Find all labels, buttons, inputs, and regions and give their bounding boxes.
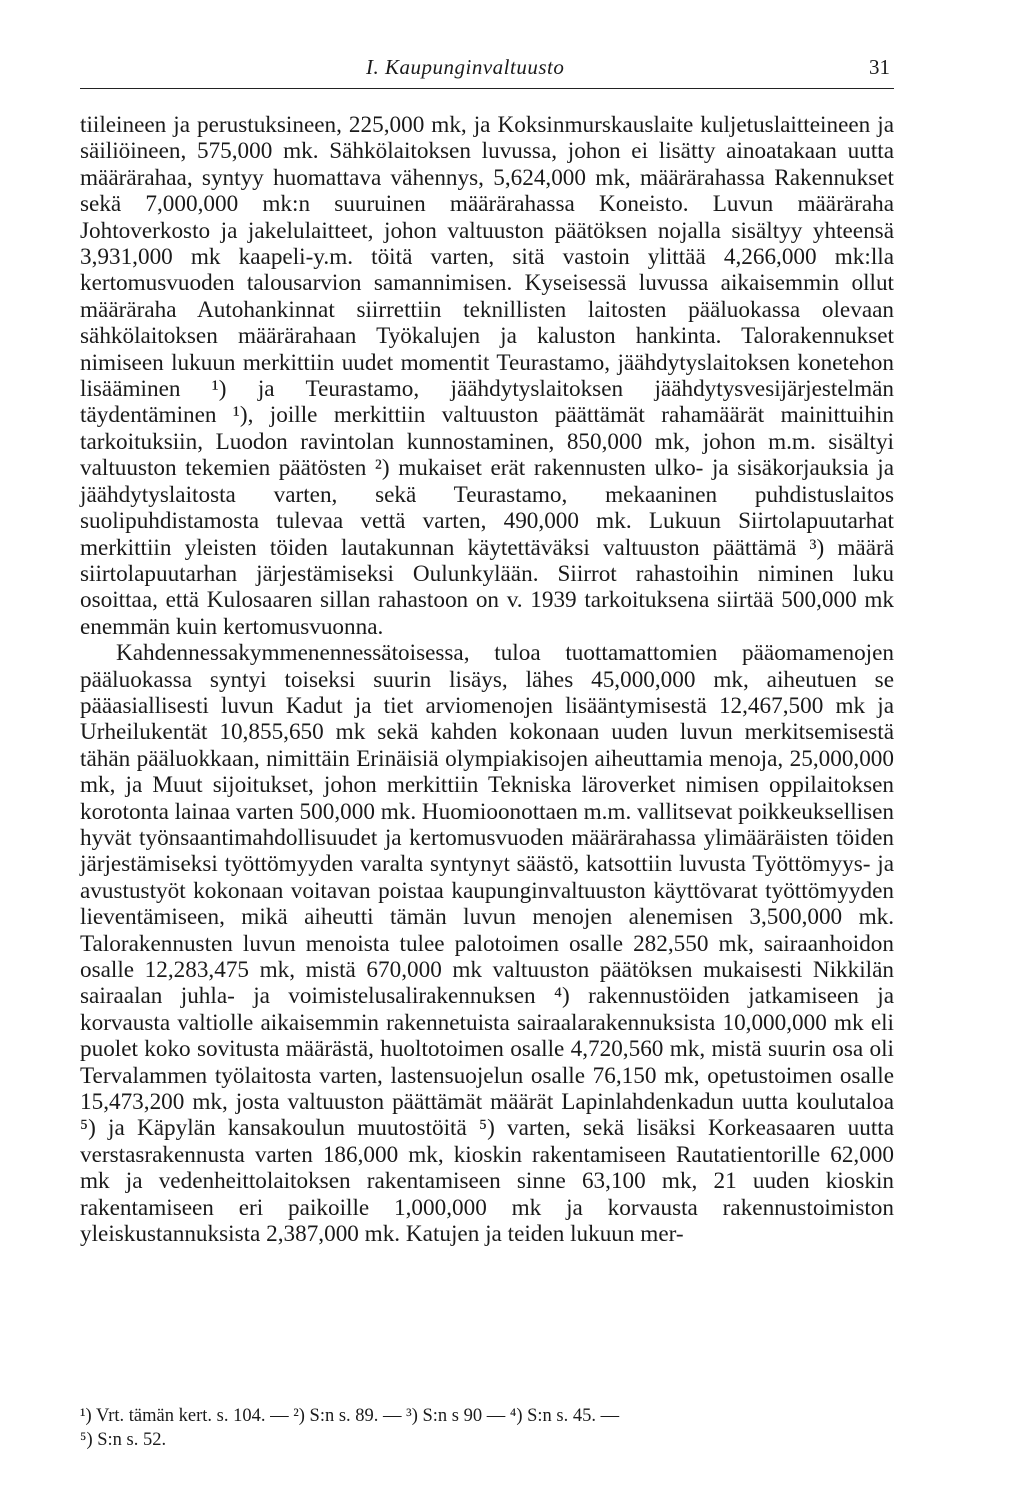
paragraph: Kahdennessakymmenennessätoisessa, tuloa tuottamattomien pääomamenojen pääluokassa syntyi toiseksi suurin lisäys, lähes 45,000,000 mk, aiheutuen se pääasiallisesti luvun Kadut ja tiet arviomenojen lisääntymisestä 12,467,500 mk ja Urheilukentät 10,855,650 mk sekä kahden kokonaan uuden luvun merkitsemisestä tähän pääluokkaan, nimittäin Erinäisiä olympiakisojen aiheuttamia menoja, 25,000,000 mk, ja Muut sijoitukset, johon merkittiin Tekniska läroverket nimisen oppilaitoksen korotonta lainaa varten 500,000 mk. Huomioonottaen m.m. vallitsevat poikkeuksellisen hyvät työnsaantimahdollisuudet ja kertomusvuoden määrärahassa ylimääräisten töiden järjestämiseksi työttömyyden varalta syntynyt säästö, katsottiin luvusta Työttömyys- ja avustustyöt kokonaan voitavan poistaa kaupunginvaltuuston käyttövarat työttömyyden lieventämiseen, mikä aiheutti tämän luvun menojen alenemisen 3,500,000 mk. Talorakennusten luvun menoista tulee palotoimen osalle 282,550 mk, sairaanhoidon osalle 12,283,475 mk, mistä 670,000 mk valtuuston päätöksen mukaisesti Nikkilän sairaalan juhla- ja voimistelusalirakennuksen ⁴) rakennustöiden jatkamiseen ja korvausta valtiolle aikaisemmin rakennetuista sairaalarakennuksista 10,000,000 mk eli puolet koko sovitusta määrästä, huoltotoimen osalle 4,720,560 mk, mistä suurin osa oli Tervalammen työlaitosta varten, lastensuojelun osalle 76,150 mk, opetustoimen osalle 15,473,200 mk, josta valtuuston päättämät määrät Lapinlahdenkadun uutta koulutaloa ⁵) ja Käpylän kansakoulun muutostöitä ⁵) varten, sekä lisäksi Korkeasaaren uutta verstasrakennusta varten 186,000 mk, kioskin rakentamiseen Rautatientorille 62,000 mk ja vedenheittolaitoksen rakentamiseen sinne 63,100 mk, 21 uuden kioskin rakentamiseen eri paikoille 1,000,000 mk ja korvausta rakennustoimiston yleiskustannuksista 2,387,000 mk. Katujen ja teiden lukuun mer- bbox=[80, 640, 894, 1248]
footnote-line: ¹) Vrt. tämän kert. s. 104. — ²) S:n s. 89. — ³) S:n s 90 — ⁴) S:n s. 45. — bbox=[80, 1406, 620, 1426]
page-header bbox=[80, 52, 894, 89]
footnotes bbox=[80, 1404, 894, 1452]
page-number: 31 bbox=[869, 55, 890, 79]
footnote-line: ⁵) S:n s. 52. bbox=[80, 1430, 167, 1450]
body-text bbox=[80, 112, 894, 1247]
running-title: I. Kaupunginvaltuusto bbox=[366, 55, 565, 79]
paragraph: tiileineen ja perustuksineen, 225,000 mk, ja Koksinmurskauslaite kuljetuslaitteineen ja säiliöineen, 575,000 mk. Sähkölaitoksen luvussa, johon ei lisätty ainoatakaan uutta määrärahaa, syntyy huomattava vähennys, 5,624,000 mk, määrärahassa Rakennukset sekä 7,000,000 mk:n suuruinen määrärahassa Koneisto. Luvun määräraha Johtoverkosto ja jakelulaitteet, johon valtuuston päätöksen nojalla sisältyy yhteensä 3,931,000 mk kaapeli-y.m. töitä varten, sitä vastoin ylittää 4,266,000 mk:lla kertomusvuoden talousarvion samannimisen. Kyseisessä luvussa aikaisemmin ollut määräraha Autohankinnat siirrettiin teknillisten laitosten pääluokassa olevaan sähkölaitoksen määrärahaan Työkalujen ja kaluston hankinta. Talorakennukset nimiseen lukuun merkittiin uudet momentit Teurastamo, jäähdytyslaitoksen konetehon lisääminen ¹) ja Teurastamo, jäähdytyslaitoksen jäähdytysvesijärjestelmän täydentäminen ¹), joille merkittiin valtuuston päättämät rahamäärät mainittuihin tarkoituksiin, Luodon ravintolan kunnostaminen, 850,000 mk, johon m.m. sisältyi valtuuston tekemien päätösten ²) mukaiset erät rakennusten ulko- ja sisäkorjauksia ja jäähdytyslaitosta varten, sekä Teurastamo, mekaaninen puhdistuslaitos suolipuhdistamosta tulevaa vettä varten, 490,000 mk. Lukuun Siirtolapuutarhat merkittiin yleisten töiden lautakunnan käytettäväksi valtuuston päättämä ³) määrä siirtolapuutarhan järjestämiseksi Oulunkylään. Siirrot rahastoihin niminen luku osoittaa, että Kulosaaren sillan rahastoon on v. 1939 tarkoituksena siirtää 500,000 mk enemmän kuin kertomusvuonna. bbox=[80, 112, 894, 640]
